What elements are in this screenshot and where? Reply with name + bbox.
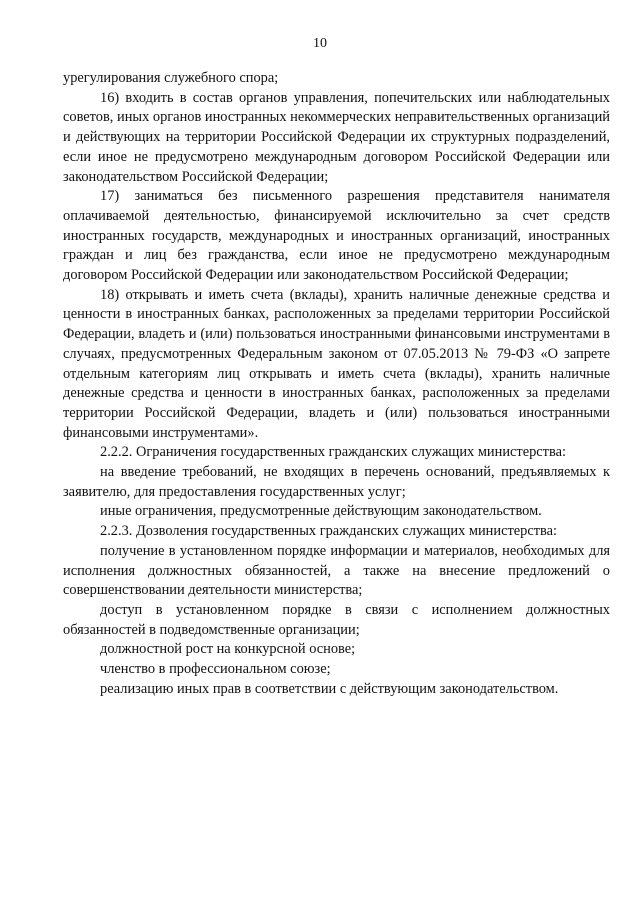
page-number: 10 (313, 36, 327, 51)
paragraph-item-17: 17) заниматься без письменного разрешения представителя нанимателя оплачиваемой деятельностью, финансируемой исключительно за счет средств иностранных государств, международных и иностранных организаций, иностранных граждан и лиц без гражданства, если иное не предусмотрено международным договором Российской Федерации или законодательством Российской Федерации; (63, 188, 610, 284)
paragraph-permission-access: доступ в установленном порядке в связи с исполнением должностных обязанностей в подведомственные организации; (63, 601, 610, 638)
paragraph-item-18: 18) открывать и иметь счета (вклады), хранить наличные денежные средства и ценности в иностранных банках, расположенных за пределами территории Российской Федерации, владеть и (или) пользоваться иностранными финансовыми инструментами в случаях, предусмотренных Федеральным законом от 07.05.2013 № 79-ФЗ «О запрете отдельным категориям лиц открывать и иметь счета (вклады), хранить наличные денежные средства и ценности в иностранных банках, расположенных за пределами территории Российской Федерации, владеть и (или) пользоваться иностранными финансовыми инструментами». (63, 286, 610, 441)
document-body (63, 69, 610, 700)
paragraph-permission-career: должностной рост на конкурсной основе; (100, 641, 356, 658)
paragraph-item-16: 16) входить в состав органов управления, попечительских или наблюдательных советов, иных органов иностранных некоммерческих неправительственных организаций и действующих на территории Российской Федерации их структурных подразделений, если иное не предусмотрено международным договором Российской Федерации или законодательством Российской Федерации; (63, 89, 610, 185)
paragraph-permission-other-rights: реализацию иных прав в соответствии с действующим законодательством. (100, 680, 559, 697)
paragraph-intro: урегулирования служебного спора; (63, 70, 279, 86)
section-heading-2-2-3: 2.2.3. Дозволения государственных гражданских служащих министерства: (100, 523, 558, 540)
paragraph-restriction-other: иные ограничения, предусмотренные действующим законодательством. (100, 503, 542, 520)
section-heading-2-2-2: 2.2.2. Ограничения государственных гражданских служащих министерства: (100, 444, 566, 461)
paragraph-restriction-requirements: на введение требований, не входящих в перечень оснований, предъявляемых к заявителю, для предоставления государственных услуг; (63, 464, 610, 500)
paragraph-permission-union: членство в профессиональном союзе; (100, 661, 331, 678)
paragraph-permission-information: получение в установленном порядке информации и материалов, необходимых для исполнения должностных обязанностей, а также на внесение предложений о совершенствовании деятельности министерства; (63, 542, 610, 599)
